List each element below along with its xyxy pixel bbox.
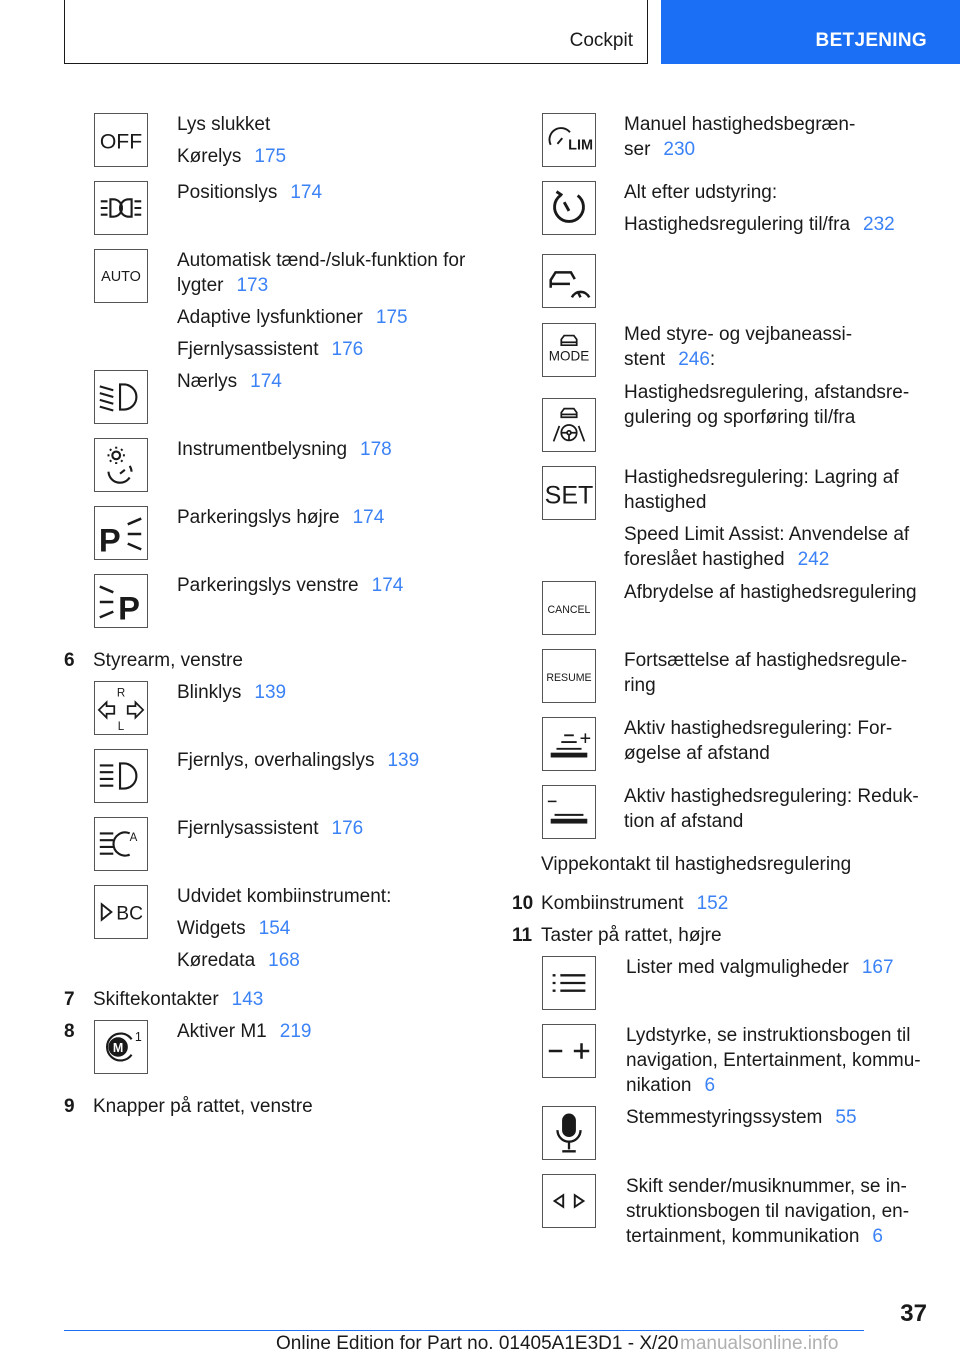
instrument-page-ref[interactable]: 178: [360, 439, 392, 460]
turn-signal-icon: [94, 681, 148, 735]
widgets-page-ref[interactable]: 154: [258, 918, 291, 939]
lydstyrke-line-2: navigation, Entertainment, kommu-: [626, 1050, 921, 1071]
adaptive-entry: [177, 305, 408, 330]
blinklys-page-ref[interactable]: 139: [254, 682, 287, 703]
korelys-label: Kørelys: [177, 146, 242, 167]
lights-off-icon: [94, 113, 148, 167]
naerlys-page-ref[interactable]: 174: [250, 371, 282, 392]
hast-afst-line-2: gulering og sporføring til/fra: [624, 407, 856, 428]
hast-til-fra-page-ref[interactable]: 232: [863, 214, 895, 235]
item-8-page-ref[interactable]: 219: [279, 1021, 312, 1042]
skift-entry: [626, 1224, 883, 1249]
instrument-lighting-icon: [94, 438, 148, 492]
steering-assist-icon: [542, 398, 596, 452]
stemme-label: Stemmestyringssystem: [626, 1107, 823, 1128]
off-icon-text: OFF: [99, 130, 143, 154]
speed-limit-page-ref[interactable]: 242: [797, 549, 830, 570]
volume-icon: [542, 1024, 596, 1078]
position-lights-icon: [94, 181, 148, 235]
forogelse-line-2: øgelse af afstand: [624, 743, 770, 764]
park-hojre-entry: [177, 505, 384, 530]
item-10-number: 10: [512, 893, 534, 914]
park-venstre-page-ref[interactable]: 174: [371, 575, 404, 596]
item-7-label: Skiftekontakter: [93, 989, 219, 1010]
skift-line-3: tertainment, kommunikation: [626, 1226, 860, 1247]
bc-button-icon: [94, 885, 148, 939]
parking-light-left-icon: [94, 574, 148, 628]
header-chapter-title: BETJENING: [815, 30, 927, 51]
p-right-icon-text: P: [98, 521, 121, 559]
fjernlys-over-page-ref[interactable]: 139: [387, 750, 420, 771]
speed-limiter-icon: [542, 113, 596, 167]
naerlys-entry: [177, 369, 282, 394]
skift-page-ref[interactable]: 6: [872, 1226, 883, 1247]
header-section-box: [64, 0, 648, 64]
korelys-page-ref[interactable]: 175: [254, 146, 287, 167]
alt-efter-label: Alt efter udstyring:: [624, 182, 778, 203]
footer-divider: [64, 1330, 864, 1331]
skift-line-2: struktionsbogen til navigation, en-: [626, 1201, 910, 1222]
lydstyrke-page-ref[interactable]: 6: [704, 1075, 716, 1096]
set-button-icon: [542, 466, 596, 520]
hast-til-fra-label: Hastighedsregulering til/fra: [624, 214, 851, 235]
r-icon-text: R: [116, 687, 126, 700]
set-icon-text: SET: [544, 481, 594, 510]
automatisk-line-1: Automatisk tænd-/sluk-funktion for: [177, 250, 466, 271]
vippekontakt-label: Vippekontakt til hastighedsregulering: [541, 854, 852, 875]
afbrydelse-label: Afbrydelse af hastighedsregulering: [624, 582, 917, 603]
fjernlysassistent-page-ref-1[interactable]: 176: [331, 339, 364, 360]
item-10-page-ref[interactable]: 152: [696, 893, 729, 914]
reduk-line-2: tion af afstand: [624, 811, 744, 832]
header-section-title: Cockpit: [569, 30, 633, 51]
positionslys-page-ref[interactable]: 174: [290, 182, 323, 203]
fjernlysassistent-label-2: Fjernlysassistent: [177, 818, 319, 839]
fjernlysassistent-entry-2: [177, 816, 363, 841]
parking-light-right-icon: [94, 506, 148, 560]
item-6-number: 6: [64, 650, 75, 671]
positionslys-entry: [177, 180, 322, 205]
fortsaet-line-1: Fortsættelse af hastighedsregule-: [624, 650, 908, 671]
increase-distance-icon: [542, 717, 596, 771]
koredata-page-ref[interactable]: 168: [268, 950, 300, 971]
high-beam-assistant-icon: [94, 817, 148, 871]
l-icon-text: L: [117, 721, 125, 734]
assist-mode-icon: [542, 323, 596, 377]
stemme-entry: [626, 1105, 857, 1130]
bc-icon-text: BC: [116, 903, 144, 925]
adaptive-page-ref[interactable]: 175: [375, 307, 408, 328]
item-6-label: Styrearm, venstre: [93, 650, 243, 671]
fjernlysassistent-label-1: Fjernlysassistent: [177, 339, 319, 360]
item-8-entry: [177, 1019, 311, 1044]
distance-control-icon: [542, 254, 596, 308]
automatisk-line-2: lygter: [177, 275, 224, 296]
fjernlysassistent-entry-1: [177, 337, 363, 362]
auto-lights-icon: [94, 249, 148, 303]
lister-page-ref[interactable]: 167: [861, 957, 894, 978]
med-styre-line-2: stent: [624, 349, 666, 370]
lys-slukket-label: Lys slukket: [177, 114, 271, 135]
footer-watermark: manualsonline.info: [680, 1333, 839, 1354]
lister-entry: [626, 955, 894, 980]
koredata-entry: [177, 948, 300, 973]
m1-button-icon: [94, 1020, 148, 1074]
stemme-page-ref[interactable]: 55: [835, 1107, 857, 1128]
cancel-icon-text: CANCEL: [547, 603, 591, 616]
a-icon-text: A: [129, 832, 138, 845]
blinklys-label: Blinklys: [177, 682, 242, 703]
resume-button-icon: [542, 649, 596, 703]
instrument-label: Instrumentbelysning: [177, 439, 348, 460]
widgets-label: Widgets: [177, 918, 246, 939]
speed-limit-line-1: Speed Limit Assist: Anvendelse af: [624, 524, 910, 545]
skip-track-icon: [542, 1174, 596, 1228]
instrument-entry: [177, 437, 392, 462]
lim-icon-text: LIM: [568, 137, 593, 154]
item-7-number: 7: [64, 989, 75, 1010]
hast-afst-line-1: Hastighedsregulering, afstandsre-: [624, 382, 910, 403]
korelys-entry: [177, 144, 286, 169]
lydstyrke-line-1: Lydstyrke, se instruktionsbogen til: [626, 1025, 911, 1046]
park-hojre-label: Parkeringslys højre: [177, 507, 340, 528]
adaptive-label: Adaptive lysfunktioner: [177, 307, 363, 328]
lagring-line-2: hastighed: [624, 492, 707, 513]
p-left-icon-text: P: [118, 589, 140, 627]
one-icon-text: 1: [134, 1030, 142, 1045]
manuel-line-1: Manuel hastighedsbegræn-: [624, 114, 856, 135]
fjernlysassistent-page-ref-2[interactable]: 176: [331, 818, 364, 839]
lister-label: Lister med valgmuligheder: [626, 957, 849, 978]
lydstyrke-entry: [626, 1073, 715, 1098]
low-beam-icon: [94, 370, 148, 424]
footer-edition: Online Edition for Part no. 01405A1E3D1 - X/20: [276, 1333, 679, 1354]
item-7-entry: [93, 987, 263, 1012]
med-styre-entry: [624, 347, 715, 372]
hast-til-fra-entry: [624, 212, 895, 237]
positionslys-label: Positionslys: [177, 182, 278, 203]
header-chapter-tab: [661, 0, 960, 64]
item-9-label: Knapper på rattet, venstre: [93, 1096, 313, 1117]
item-9-number: 9: [64, 1096, 75, 1117]
speed-limit-line-2: foreslået hastighed: [624, 549, 785, 570]
manuel-page-ref[interactable]: 230: [663, 139, 696, 160]
fortsaet-line-2: ring: [624, 675, 656, 696]
med-styre-line-1: Med styre- og vejbaneassi-: [624, 324, 853, 345]
udvidet-label: Udvidet kombiinstrument:: [177, 886, 392, 907]
reduk-line-1: Aktiv hastighedsregulering: Reduk-: [624, 786, 919, 807]
automatisk-entry: [177, 273, 268, 298]
page-number: 37: [900, 1300, 927, 1327]
list-menu-icon: [542, 956, 596, 1010]
cancel-button-icon: [542, 581, 596, 635]
item-7-page-ref[interactable]: 143: [231, 989, 264, 1010]
manuel-line-2: ser: [624, 139, 651, 160]
decrease-distance-icon: [542, 785, 596, 839]
koredata-label: Køredata: [177, 950, 256, 971]
resume-icon-text: RESUME: [546, 671, 592, 684]
microphone-icon: [542, 1106, 596, 1160]
high-beam-icon: [94, 749, 148, 803]
item-8-number: 8: [64, 1021, 75, 1042]
manuel-entry: [624, 137, 695, 162]
park-venstre-entry: [177, 573, 403, 598]
cruise-control-icon: [542, 181, 596, 235]
auto-icon-text: AUTO: [101, 268, 141, 285]
speed-limit-entry: [624, 547, 829, 572]
fjernlys-over-entry: [177, 748, 419, 773]
naerlys-label: Nærlys: [177, 371, 238, 392]
lagring-line-1: Hastighedsregulering: Lagring af: [624, 467, 899, 488]
lydstyrke-line-3: nikation: [626, 1075, 692, 1096]
park-hojre-page-ref[interactable]: 174: [352, 507, 385, 528]
m-icon-text: M: [112, 1040, 124, 1055]
park-venstre-label: Parkeringslys venstre: [177, 575, 359, 596]
item-10-entry: [541, 891, 728, 916]
blinklys-entry: [177, 680, 286, 705]
mode-icon-text: MODE: [548, 348, 590, 364]
med-styre-colon: :: [709, 349, 716, 370]
item-10-label: Kombiinstrument: [541, 893, 684, 914]
widgets-entry: [177, 916, 290, 941]
med-styre-page-ref[interactable]: 246: [678, 349, 710, 370]
item-11-number: 11: [512, 925, 533, 946]
forogelse-line-1: Aktiv hastighedsregulering: For-: [624, 718, 893, 739]
automatisk-page-ref[interactable]: 173: [236, 275, 269, 296]
fjernlys-over-label: Fjernlys, overhalingslys: [177, 750, 375, 771]
skift-line-1: Skift sender/musiknummer, se in-: [626, 1176, 907, 1197]
item-11-label: Taster på rattet, højre: [541, 925, 722, 946]
item-8-label: Aktiver M1: [177, 1021, 267, 1042]
